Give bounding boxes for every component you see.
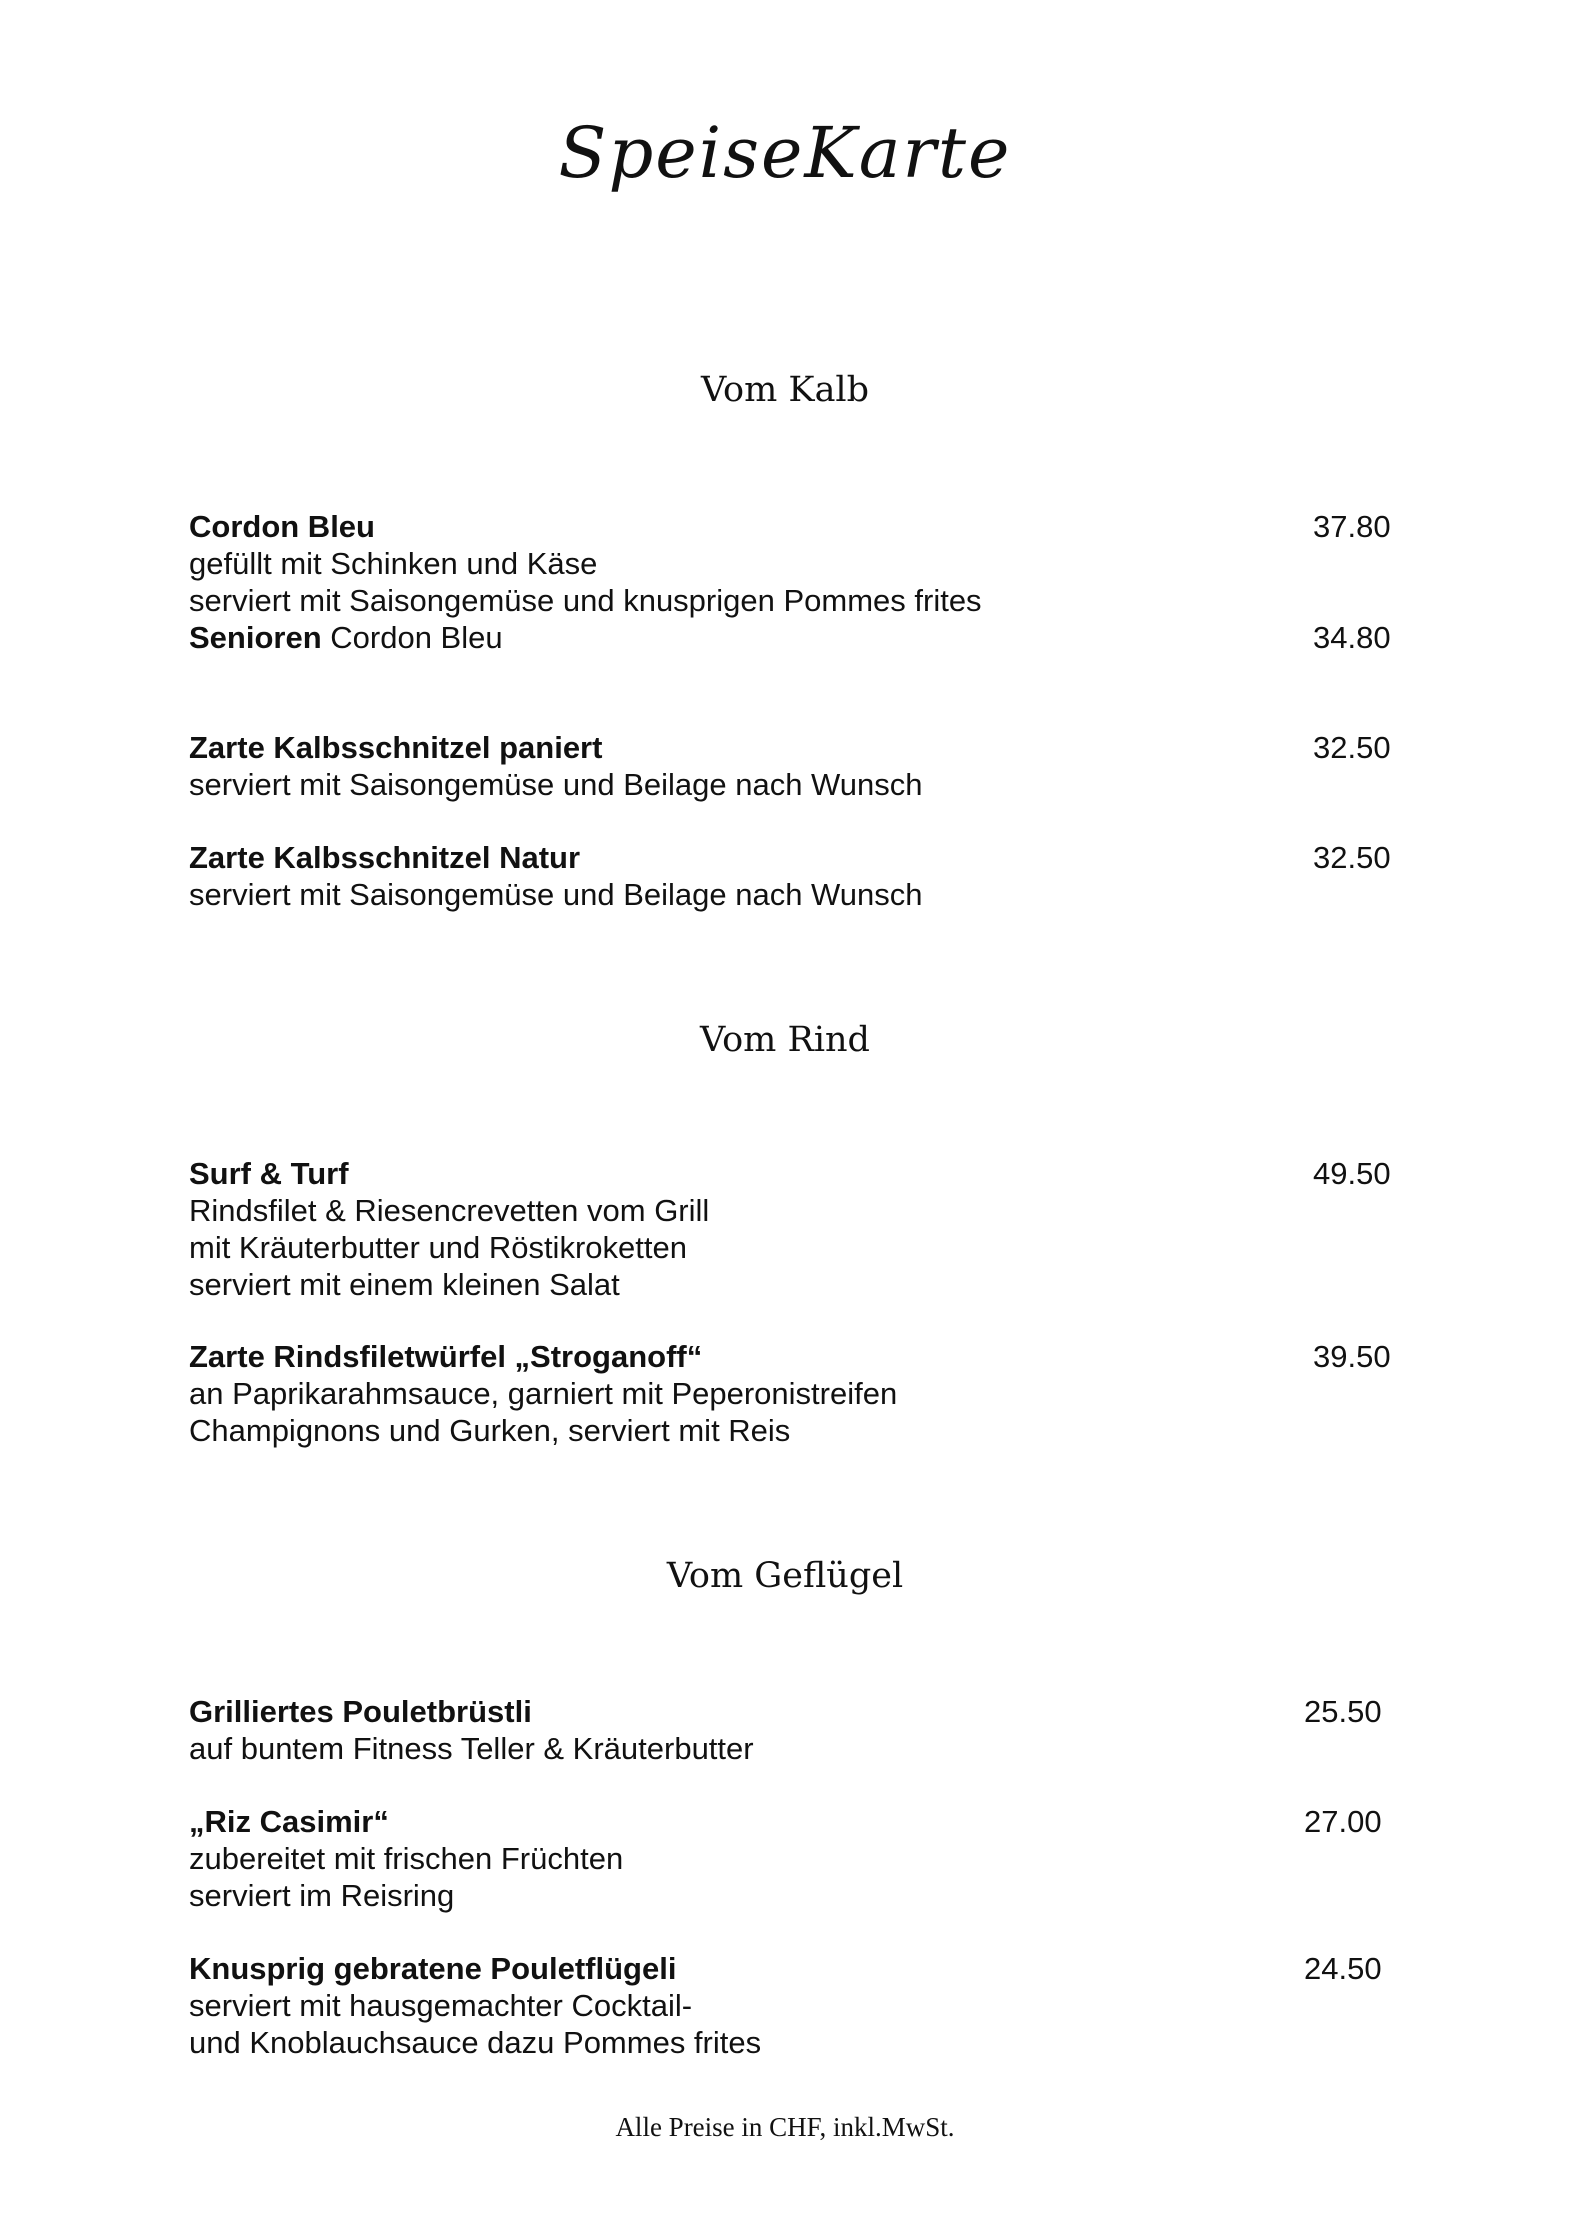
item-price: 32.50 — [1313, 730, 1391, 765]
item-name: Grilliertes Pouletbrüstli — [189, 1694, 532, 1729]
item-description: mit Kräuterbutter und Röstikroketten — [189, 1230, 687, 1265]
item-description: zubereitet mit frischen Früchten — [189, 1841, 624, 1876]
menu-item-stroganoff — [189, 1338, 1389, 1449]
item-description: serviert mit einem kleinen Salat — [189, 1267, 620, 1302]
item-name-suffix: Cordon Bleu — [321, 620, 503, 655]
item-price: 34.80 — [1313, 620, 1391, 655]
item-name: Cordon Bleu — [189, 509, 375, 544]
menu-item-cordon-bleu — [189, 508, 1389, 619]
menu-title: SpeiseKarte — [558, 112, 1012, 194]
item-name: „Riz Casimir“ — [189, 1804, 389, 1839]
menu-item-pouletbruestli — [189, 1693, 1389, 1767]
item-description: serviert mit Saisongemüse und knusprigen Pommes frites — [189, 583, 982, 618]
item-name: Zarte Kalbsschnitzel paniert — [189, 730, 603, 765]
section-heading-vom-gefluegel: Vom Geflügel — [666, 1556, 904, 1596]
section-heading-vom-rind: Vom Rind — [700, 1020, 870, 1060]
item-description: serviert im Reisring — [189, 1878, 455, 1913]
item-description: an Paprikarahmsauce, garniert mit Peperonistreifen — [189, 1376, 898, 1411]
item-description: auf buntem Fitness Teller & Kräuterbutter — [189, 1731, 754, 1766]
item-price: 37.80 — [1313, 509, 1391, 544]
item-description: serviert mit hausgemachter Cocktail- — [189, 1988, 693, 2023]
menu-item-kalbsschnitzel-paniert — [189, 729, 1389, 803]
item-description: Rindsfilet & Riesencrevetten vom Grill — [189, 1193, 710, 1228]
menu-item-surf-turf — [189, 1155, 1389, 1303]
item-description: serviert mit Saisongemüse und Beilage nach Wunsch — [189, 767, 923, 802]
menu-item-kalbsschnitzel-natur — [189, 839, 1389, 913]
item-name: Surf & Turf — [189, 1156, 349, 1191]
section-heading-vom-kalb: Vom Kalb — [700, 370, 870, 410]
menu-item-senioren-cordon-bleu — [189, 619, 1389, 656]
item-price: 25.50 — [1304, 1694, 1382, 1729]
item-description: Champignons und Gurken, serviert mit Reis — [189, 1413, 791, 1448]
item-name: Senioren — [189, 620, 322, 655]
item-description: gefüllt mit Schinken und Käse — [189, 546, 598, 581]
price-note-footer: Alle Preise in CHF, inkl.MwSt. — [615, 2112, 955, 2142]
item-name: Zarte Kalbsschnitzel Natur — [189, 840, 581, 875]
item-name: Zarte Rindsfiletwürfel „Stroganoff“ — [189, 1339, 703, 1374]
item-description: und Knoblauchsauce dazu Pommes frites — [189, 2025, 762, 2060]
item-price: 24.50 — [1304, 1951, 1382, 1986]
item-name: Knusprig gebratene Pouletflügeli — [189, 1951, 677, 1986]
item-price: 27.00 — [1304, 1804, 1382, 1839]
item-description: serviert mit Saisongemüse und Beilage nach Wunsch — [189, 877, 923, 912]
menu-item-riz-casimir — [189, 1803, 1389, 1914]
item-price: 49.50 — [1313, 1156, 1391, 1191]
item-price: 39.50 — [1313, 1339, 1391, 1374]
menu-item-pouletfluegeli — [189, 1950, 1389, 2061]
item-price: 32.50 — [1313, 840, 1391, 875]
